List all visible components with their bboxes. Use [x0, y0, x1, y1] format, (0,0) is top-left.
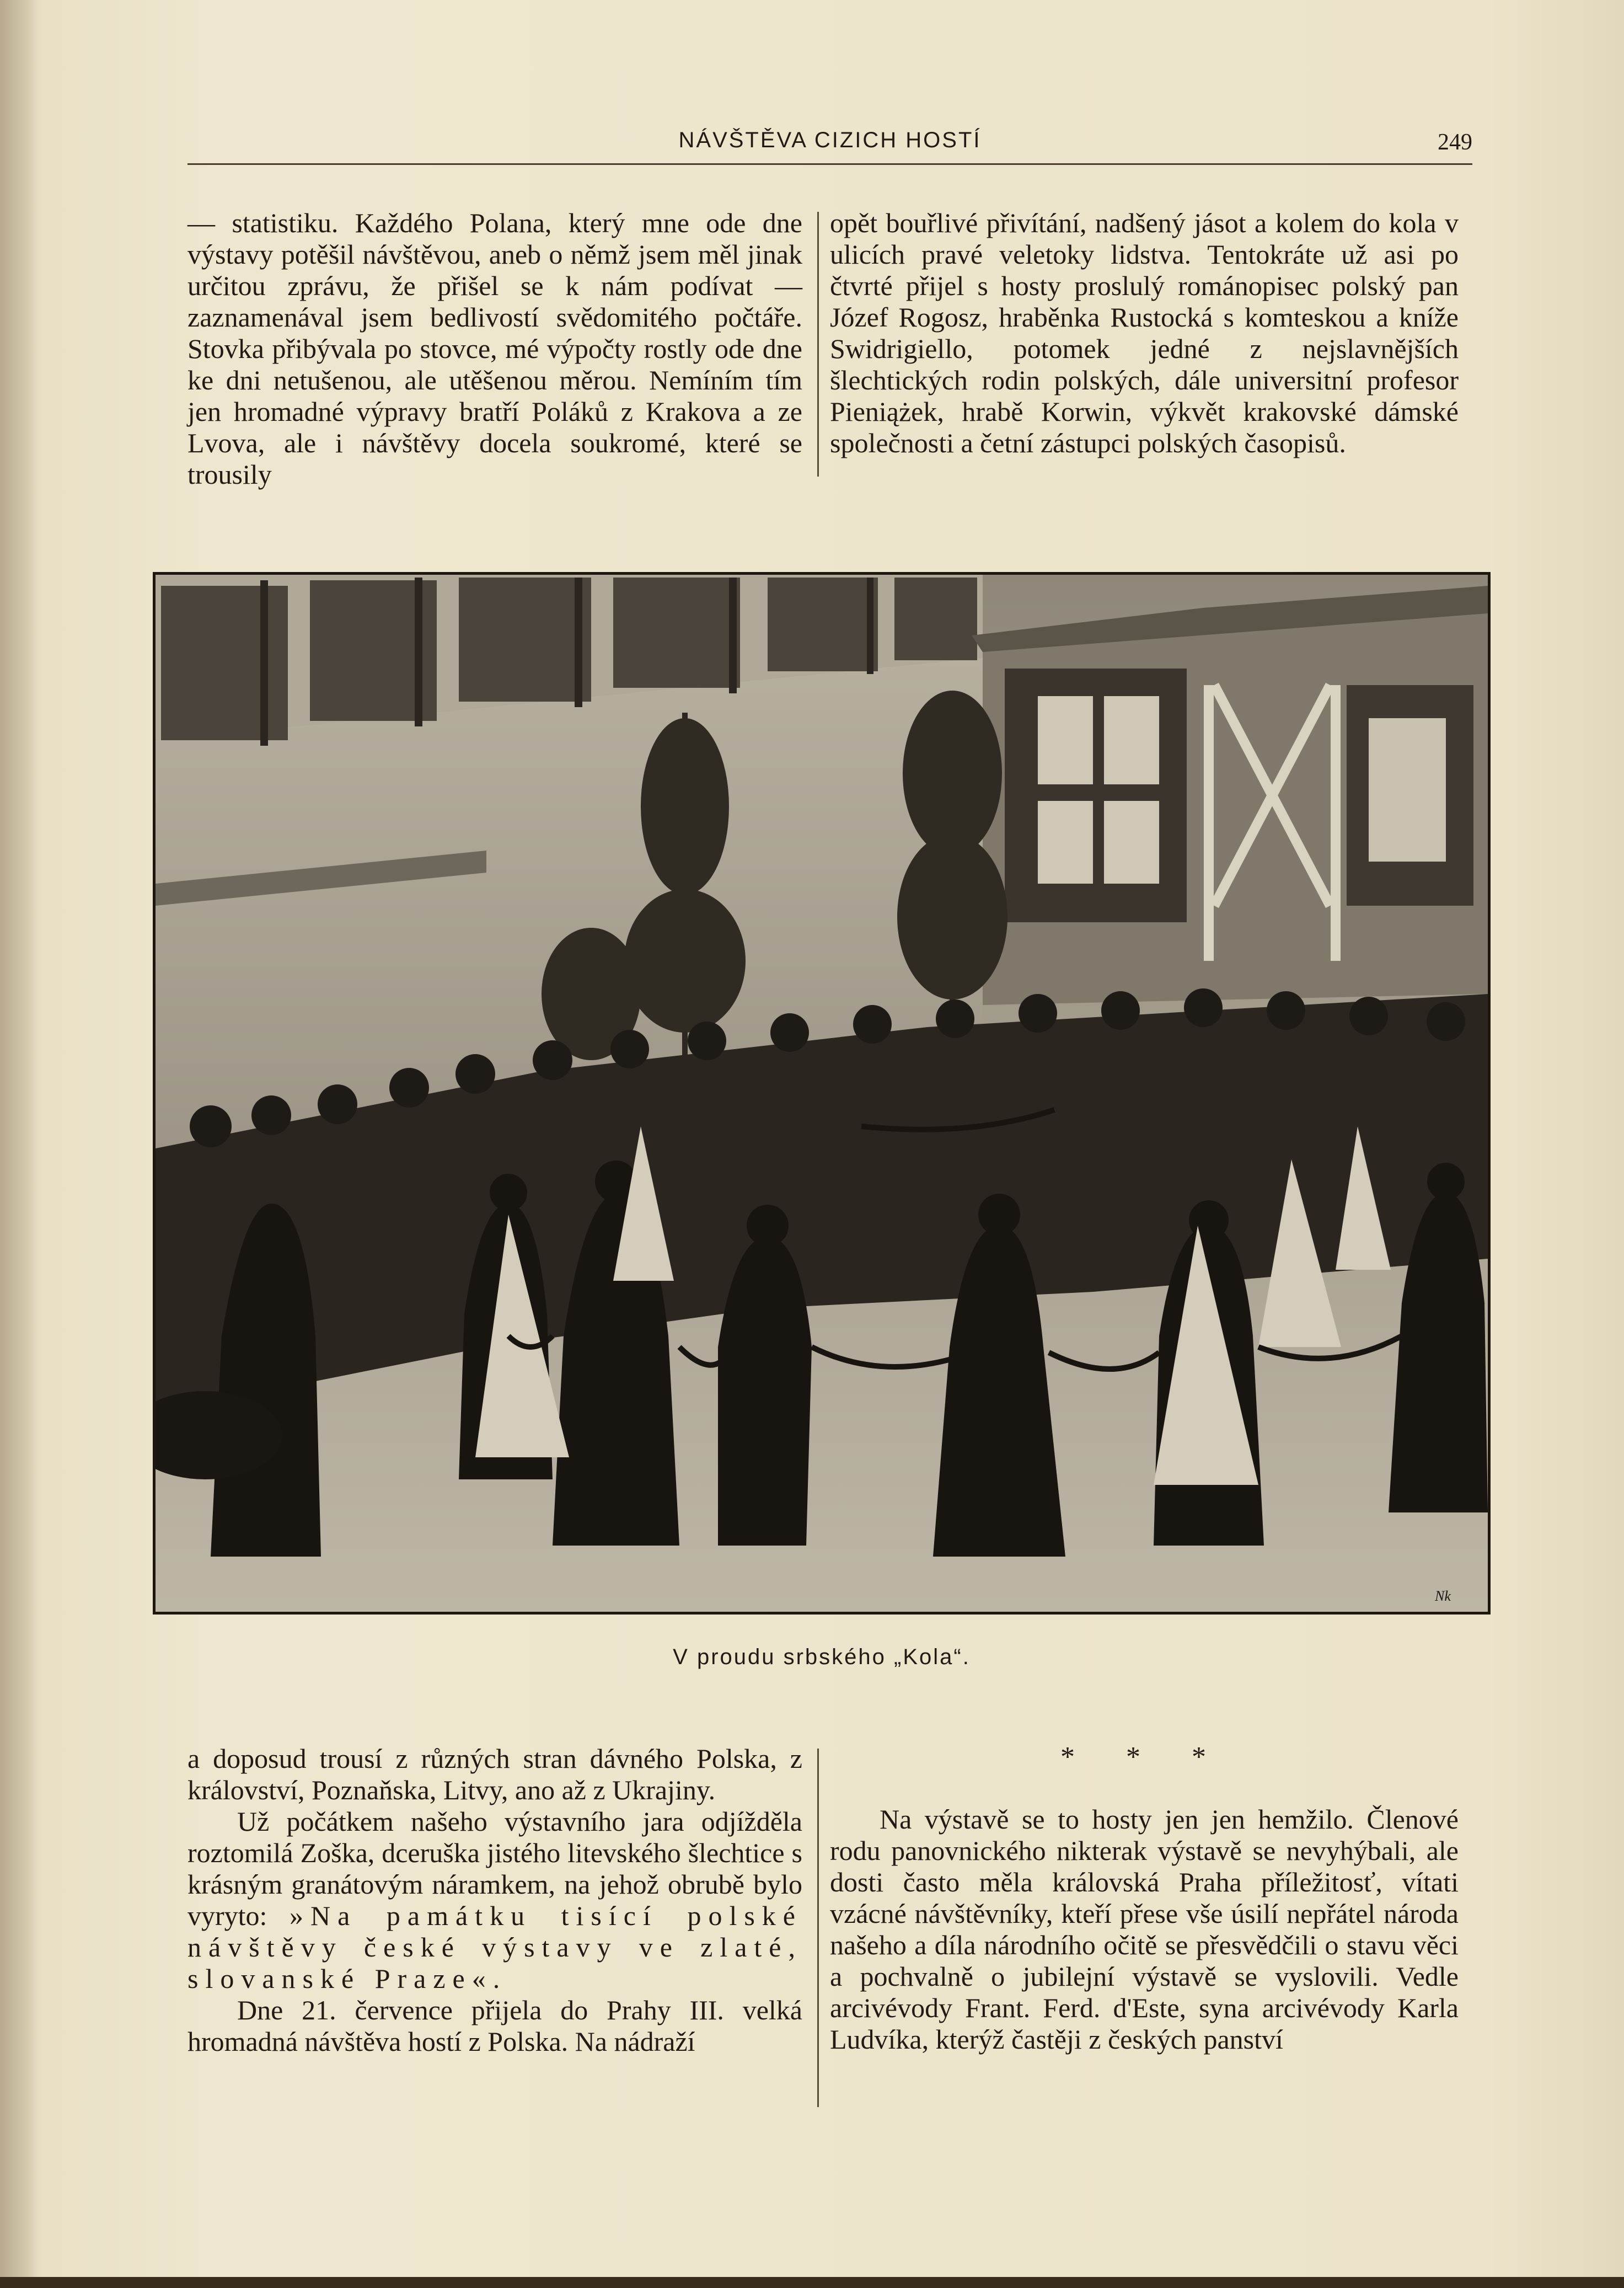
bottom-right-column	[830, 1743, 1459, 2055]
top-left-column	[187, 207, 802, 490]
paragraph: — statistiku. Každého Polana, který mne ode dne výstavy potěšil návštěvou, aneb o němž jsem měl jinak určitou zprávu, že přišel se k nám podívat — zaznamenával jsem bedlivostí svědomitého počtáře. Stovka přibývala po stovce, mé výpočty rostly ode dne ke dni netušenou, ale utěšenou měrou. Nemíním tím jen hromadné výpravy bratří Poláků z Krakova a ze Lvova, ale i návštěvy docela soukromé, které se trousily	[187, 207, 802, 490]
running-title: NÁVŠTĚVA CIZICH HOSTÍ	[678, 128, 982, 152]
column-divider-bottom	[817, 1749, 819, 2107]
photo-signature: Nk	[1435, 1588, 1451, 1604]
column-divider-top	[817, 212, 819, 477]
section-asterisks: * * *	[1060, 1741, 1228, 1773]
running-head	[187, 125, 1472, 165]
bottom-left-column	[187, 1743, 802, 2057]
photograph-kolo-dance	[153, 572, 1491, 1615]
paragraph: a doposud trousí z různých stran dávného Polska, z království, Poznaňska, Litvy, ano až z Ukrajiny.	[187, 1743, 802, 1805]
top-right-column	[830, 207, 1459, 459]
paragraph: Dne 21. července přijela do Prahy III. velká hromadná návštěva hostí z Polska. Na nádraží	[187, 1995, 802, 2057]
paragraph: Na výstavě se to hosty jen jen hemžilo. Členové rodu panovnického nikterak výstavě se nevyhýbali, ale dosti často měla královská Praha příležitosť, vítati vzácné návštěvníky, kteří přese vše úsilí nepřátel národa našeho a díla národního očitě se přesvědčili o stavu věci a pochvalně o jubilejní výstavě se vyslovili. Vedle arcivévody Frant. Ferd. d'Este, syna arcivévody Karla Ludvíka, kterýž častěji z českých panství	[830, 1804, 1459, 2055]
page-number: 249	[1438, 130, 1472, 155]
book-spine-shadow	[0, 0, 39, 2288]
paragraph-text: Už počátkem našeho výstavního jara odjížděla roztomilá Zoška, dceruška jistého litevského šlechtice s krásným granátovým náramkem, na jehož obrubě bylo vyryto:	[187, 1806, 802, 1931]
paragraph: opět bouřlivé přivítání, nadšený jásot a kolem do kola v ulicích pravé veletoky lidstva. Tentokráte už asi po čtvrté přijel s hosty proslulý románopisec polský pan Józef Rogosz, hraběnka Rustocká s komteskou a kníže Swidrigiello, potomek jedné z nejslavnějších šlechtických rodin polských, dále universitní profesor Pieniążek, hrabě Korwin, výkvět krakovské dámské společnosti a četní zástupci polských časopisů.	[830, 207, 1459, 458]
paragraph	[187, 1806, 802, 1995]
scan-bottom-edge	[0, 2277, 1624, 2288]
figure-caption: V proudu srbského „Kola“.	[673, 1645, 971, 1669]
photo-illustration	[156, 575, 1488, 1612]
inscription-text: »Na památku tisící polské návštěvy české výstavy ve zlaté, slovanské Praze«.	[187, 1900, 802, 1994]
